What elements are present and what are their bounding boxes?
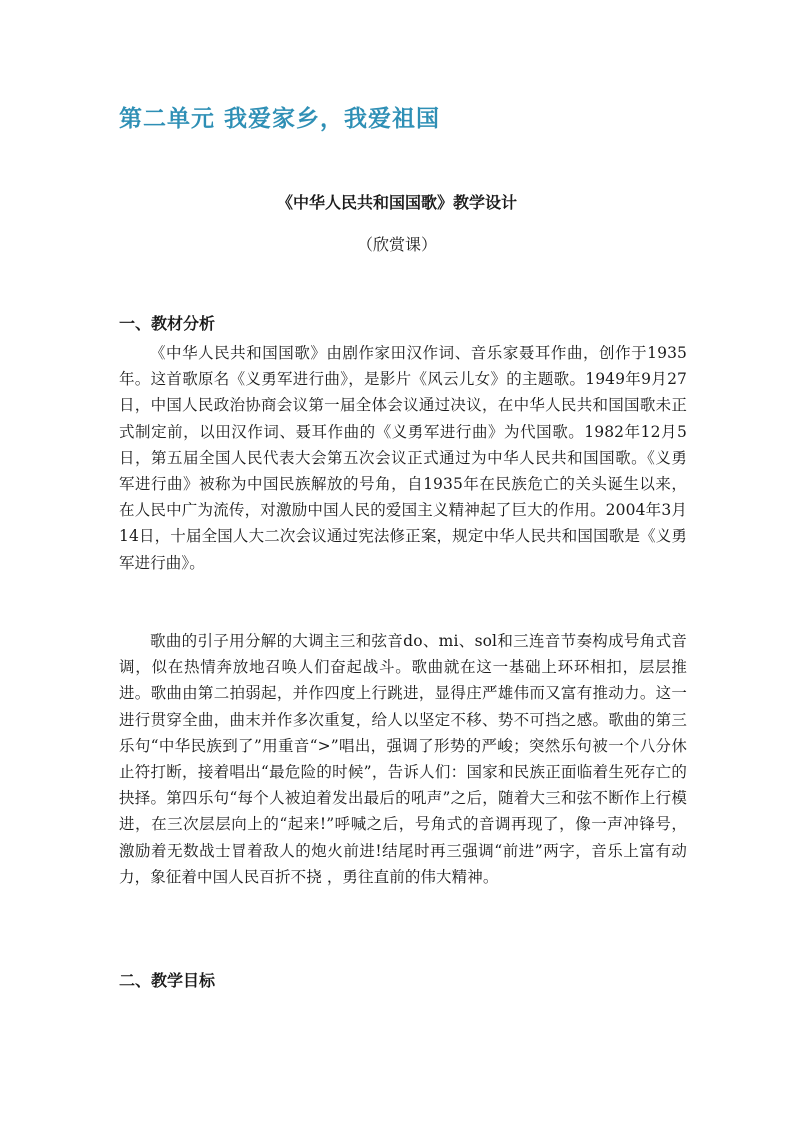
document-title: 《中华人民共和国国歌》教学设计	[276, 193, 517, 212]
unit-title: 第二单元 我爱家乡，我爱祖国	[119, 105, 441, 132]
section-heading-material-analysis: 一、教材分析	[119, 314, 216, 333]
document-subtitle: （欣赏课）	[356, 235, 437, 254]
section-heading-teaching-goals: 二、教学目标	[119, 971, 216, 990]
paragraph-music-analysis: 歌曲的引子用分解的大调主三和弦音do、mi、sol和三连音节奏构成号角式音调，似在热情奔放地召唤人们奋起战斗。歌曲就在这一基础上环环相扣，层层推进。歌曲由第二拍弱起，并作四度上行跳进，显得庄严雄伟而又富有推动力。这一进行贯穿全曲，曲末并作多次重复，给人以坚定不移、势不可挡之感。歌曲的第三乐句“中华民族到了”用重音“>”唱出，强调了形势的严峻；突然乐句被一个八分休止符打断，接着唱出“最危险的时候”，告诉人们：国家和民族正面临着生死存亡的抉择。第四乐句“每个人被迫着发出最后的吼声”之后，随着大三和弦不断作上行模进，在三次层层向上的“起来!”呼喊之后，号角式的音调再现了，像一声冲锋号，激励着无数战士冒着敌人的炮火前进!结尾时再三强调“前进”两字，音乐上富有动力，象征着中国人民百折不挠 ，勇往直前的伟大精神。	[119, 632, 687, 886]
paragraph-anthem-history: 《中华人民共和国国歌》由剧作家田汉作词、音乐家聂耳作曲，创作于1935年。这首歌原名《义勇军进行曲》，是影片《风云儿女》的主题歌。1949年9月27日，中国人民政治协商会议第一届全体会议通过决议，在中华人民共和国国歌未正式制定前，以田汉作词、聂耳作曲的《义勇军进行曲》为代国歌。1982年12月5日，第五届全国人民代表大会第五次会议正式通过为中华人民共和国国歌。《义勇军进行曲》被称为中国民族解放的号角，自1935年在民族危亡的关头诞生以来，在人民中广为流传，对激励中国人民的爱国主义精神起了巨大的作用。2004年3月14日，十届全国人大二次会议通过宪法修正案，规定中华人民共和国国歌是《义勇军进行曲》。	[119, 344, 687, 572]
